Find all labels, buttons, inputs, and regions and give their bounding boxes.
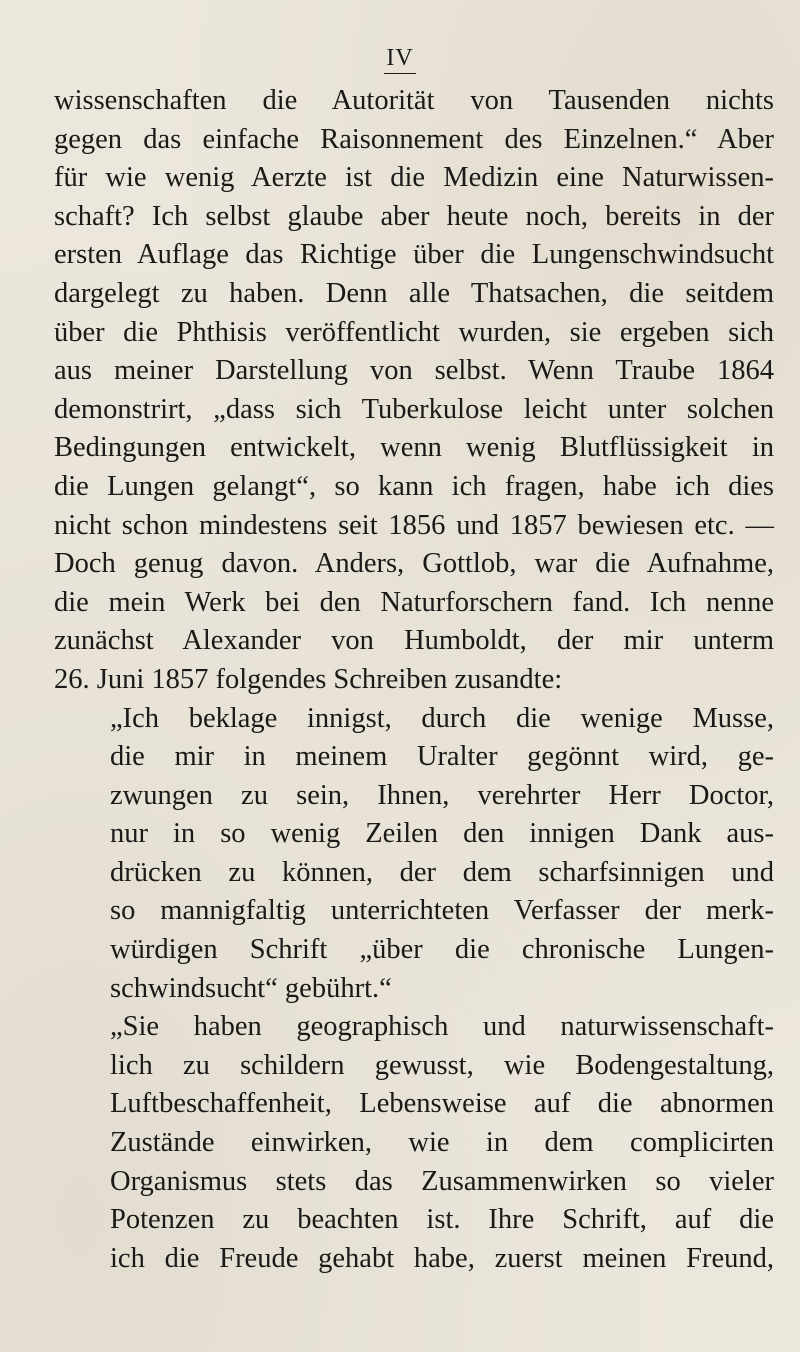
paragraph [54, 82, 774, 700]
quote-line: Organismus stets das Zusammenwirken so vieler [110, 1165, 774, 1197]
text-line: 26. Juni 1857 folgendes Schreiben zusandte: [54, 663, 563, 695]
quotation-humboldt-2 [54, 1008, 774, 1278]
text-line: wissenschaften die Autorität von Tausenden nichts [54, 85, 774, 116]
quote-line: lich zu schildern gewusst, wie Bodengestaltung, [110, 1049, 774, 1081]
text-line: ersten Auflage das Richtige über die Lungenschwindsucht [54, 239, 774, 271]
quote-line: Potenzen zu beachten ist. Ihre Schrift, auf die [110, 1204, 774, 1236]
quote-line: Zustände einwirken, wie in dem complicirten [110, 1127, 774, 1159]
quote-line: so mannigfaltig unterrichteten Verfasser der merk- [110, 895, 774, 927]
text-line: aus meiner Darstellung von selbst. Wenn Traube 1864 [54, 355, 774, 387]
text-line: über die Phthisis veröffentlicht wurden, sie ergeben sich [54, 316, 774, 348]
quote-line: „Sie haben geographisch und naturwissenschaft- [110, 1011, 774, 1043]
quote-line: ich die Freude gehabt habe, zuerst meinen Freund, [110, 1242, 774, 1274]
text-line: die Lungen gelangt“, so kann ich fragen, habe ich dies [54, 470, 774, 502]
text-line: Bedingungen entwickelt, wenn wenig Blutflüssigkeit in [54, 432, 774, 464]
text-line: Doch genug davon. Anders, Gottlob, war die Aufnahme, [54, 548, 774, 580]
text-line: für wie wenig Aerzte ist die Medizin eine Naturwissen- [54, 162, 774, 194]
text-line: die mein Werk bei den Naturforschern fand. Ich nenne [54, 586, 774, 618]
text-line: zunächst Alexander von Humboldt, der mir unterm [54, 625, 774, 657]
quote-line: drücken zu können, der dem scharfsinnigen und [110, 856, 774, 888]
text-line: nicht schon mindestens seit 1856 und 1857 bewiesen etc. — [54, 509, 774, 541]
quote-line: Luftbeschaffenheit, Lebensweise auf die abnormen [110, 1088, 774, 1120]
quote-line: zwungen zu sein, Ihnen, verehrter Herr Doctor, [110, 779, 774, 811]
text-line: schaft? Ich selbst glaube aber heute noch, bereits in der [54, 200, 774, 232]
text-line: demonstrirt, „dass sich Tuberkulose leicht unter solchen [54, 393, 774, 425]
text-line: gegen das einfache Raisonnement des Einzelnen.“ Aber [54, 123, 774, 155]
quote-line: nur in so wenig Zeilen den innigen Dank aus- [110, 818, 774, 850]
quote-line: die mir in meinem Uralter gegönnt wird, ge- [110, 741, 774, 773]
text-line: dargelegt zu haben. Denn alle Thatsachen, die seitdem [54, 277, 774, 309]
quote-line: „Ich beklage innigst, durch die wenige Musse, [110, 702, 774, 734]
body-text [54, 82, 774, 1278]
quotation-humboldt-1 [54, 700, 774, 1009]
page-number: IV [0, 44, 800, 74]
quote-line: schwindsucht“ gebührt.“ [110, 972, 392, 1004]
quote-line: würdigen Schrift „über die chronische Lungen- [110, 934, 774, 966]
